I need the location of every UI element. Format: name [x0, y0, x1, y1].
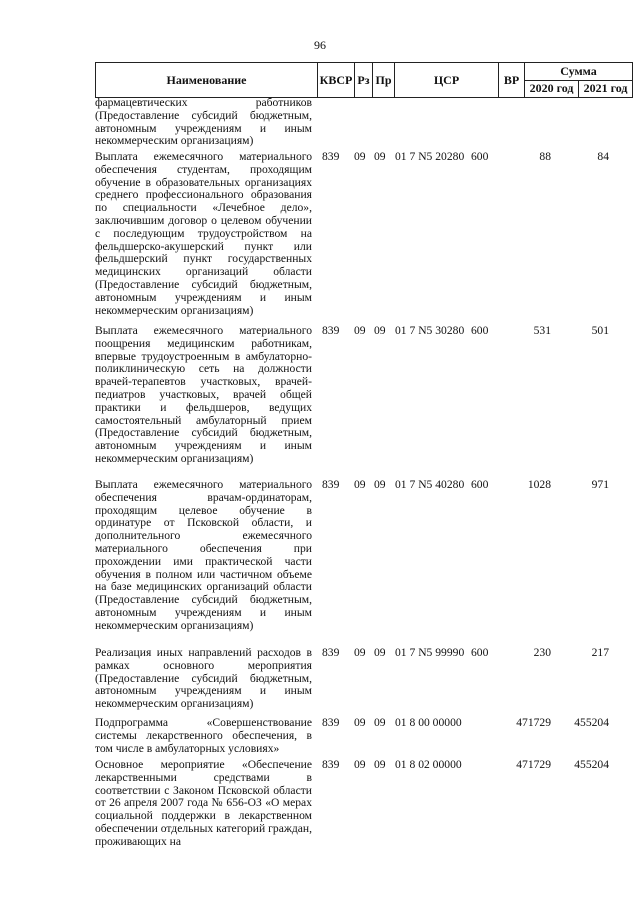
- row-sum-2020: 230: [533, 646, 551, 659]
- row-sum-2021: 84: [597, 150, 609, 163]
- row-csr: 01 7 N5 99990: [395, 646, 465, 659]
- row-sum-2020: 471729: [516, 758, 551, 771]
- row-pr: 09: [374, 324, 386, 337]
- row-pr: 09: [374, 646, 386, 659]
- row-sum-2020: 471729: [516, 716, 551, 729]
- row-rz: 09: [354, 646, 366, 659]
- row-name: фармацевтических работников (Предоставление субсидий бюджетным, автономным учреждениям и иным некоммерческим организациям): [95, 96, 312, 148]
- row-sum-2021: 455204: [574, 716, 609, 729]
- page-number: 96: [314, 38, 326, 52]
- row-sum-2020: 88: [539, 150, 551, 163]
- row-sum-2021: 501: [591, 324, 609, 337]
- row-csr: 01 8 02 00000: [395, 758, 462, 771]
- row-vr: 600: [471, 150, 489, 163]
- row-pr: 09: [374, 478, 386, 491]
- header-pr: Пр: [373, 63, 395, 98]
- row-rz: 09: [354, 478, 366, 491]
- row-rz: 09: [354, 324, 366, 337]
- row-kvsr: 839: [322, 646, 340, 659]
- row-kvsr: 839: [322, 150, 340, 163]
- row-sum-2021: 455204: [574, 758, 609, 771]
- header-year-2020: 2020 год: [525, 80, 579, 98]
- header-csr: ЦСР: [395, 63, 499, 98]
- row-kvsr: 839: [322, 478, 340, 491]
- row-name: Выплата ежемесячного материального обеспечения врачам-ординаторам, проходящим целевое обучение в ординатуре от Псковской области, и дополнительного ежемесячного материального обеспечения при прохождении ими практической части обучения в полном или частичном объеме на базе медицинских организаций области (Предоставление субсидий бюджетным, автономным учреждениям и иным некоммерческим организациям): [95, 478, 312, 632]
- row-pr: 09: [374, 758, 386, 771]
- row-kvsr: 839: [322, 324, 340, 337]
- row-pr: 09: [374, 716, 386, 729]
- row-vr: 600: [471, 324, 489, 337]
- row-rz: 09: [354, 716, 366, 729]
- row-kvsr: 839: [322, 758, 340, 771]
- header-year-2021: 2021 год: [579, 80, 633, 98]
- row-name: Реализация иных направлений расходов в рамках основного мероприятия (Предоставление субсидий бюджетным, автономным учреждениям и иным некоммерческим организациям): [95, 646, 312, 711]
- row-csr: 01 7 N5 30280: [395, 324, 465, 337]
- row-pr: 09: [374, 150, 386, 163]
- header-vr: ВР: [499, 63, 525, 98]
- table-header: [95, 62, 633, 98]
- row-vr: 600: [471, 478, 489, 491]
- row-rz: 09: [354, 150, 366, 163]
- row-csr: 01 7 N5 20280: [395, 150, 465, 163]
- row-sum-2020: 531: [533, 324, 551, 337]
- row-sum-2021: 217: [591, 646, 609, 659]
- row-sum-2021: 971: [591, 478, 609, 491]
- row-sum-2020: 1028: [527, 478, 551, 491]
- row-name: Основное мероприятие «Обеспечение лекарственными средствами в соответствии с Законом Псковской области от 26 апреля 2007 года № 656-ОЗ «О мерах социальной поддержки в лекарственном обеспечении отдельных категорий граждан, проживающих на: [95, 758, 312, 848]
- row-name: Выплата ежемесячного материального поощрения медицинским работникам, впервые трудоустроенным в амбулаторно-поликлиническую сеть на должности врачей-терапевтов участковых, врачей-педиатров участковых, врачей общей практики и фельдшеров, ведущих самостоятельный амбулаторный прием (Предоставление субсидий бюджетным, автономным учреждениям и иным некоммерческим организациям): [95, 324, 312, 465]
- row-rz: 09: [354, 758, 366, 771]
- header-sum: Сумма: [525, 63, 633, 81]
- row-name: Выплата ежемесячного материального обеспечения студентам, проходящим обучение в образовательных организациях среднего профессионального образования по специальности «Лечебное дело», заключившим договор о целевом обучении с последующим трудоустройством на фельдшерско-акушерский пункт или фельдшерский пункт государственных медицинских организаций области (Предоставление субсидий бюджетным, автономным учреждениям и иным некоммерческим организациям): [95, 150, 312, 317]
- row-name: Подпрограмма «Совершенствование системы лекарственного обеспечения, в том числе в амбулаторных условиях»: [95, 716, 312, 755]
- header-rz: Рз: [355, 63, 373, 98]
- row-csr: 01 7 N5 40280: [395, 478, 465, 491]
- header-name: Наименование: [96, 63, 318, 98]
- row-vr: 600: [471, 646, 489, 659]
- row-kvsr: 839: [322, 716, 340, 729]
- header-kvsr: КВСР: [318, 63, 355, 98]
- row-csr: 01 8 00 00000: [395, 716, 462, 729]
